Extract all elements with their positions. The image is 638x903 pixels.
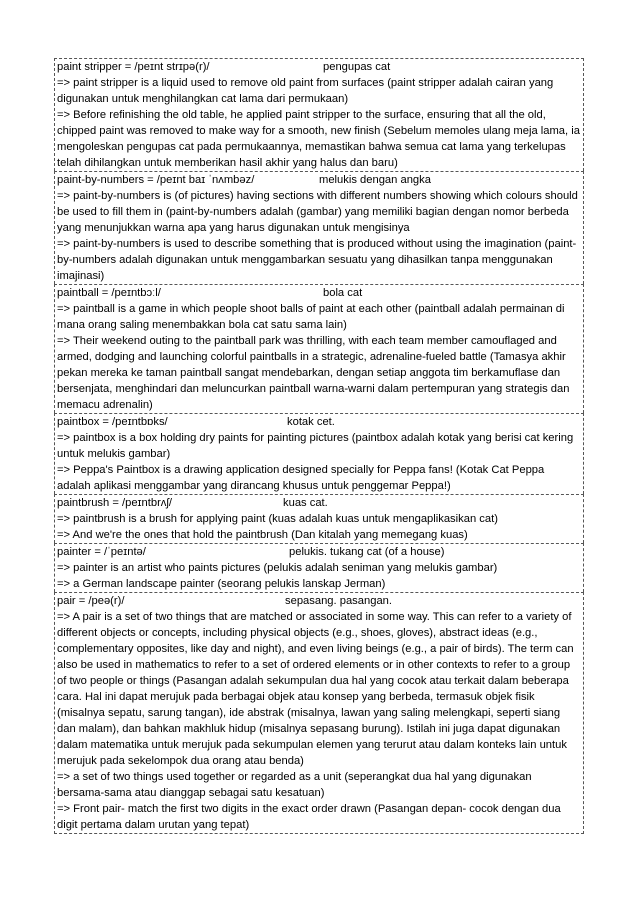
definition-line: => A pair is a set of two things that are matched or associated in some way. This can refer to a variety of different objects or concepts, including physical objects (e.g., shoes, gloves), abstract ideas (e.g., complementary opposites, like day and night), and even living beings (e.g., a pair of birds). The term can also be used in mathematics to refer to a set of ordered elements or in other contexts to refer to a group of two people or things (Pasangan adalah sekumpulan dua hal yang cocok atau terkait dalam beberapa cara. Hal ini dapat merujuk pada berbagai objek atau konsep yang berbeda, termasuk objek fisik (misalnya sepatu, sarung tangan), ide abstrak (misalnya, lawan yang saling melengkapi, seperti siang dan malam), dan bahkan makhluk hidup (misalnya sepasang burung). Istilah ini juga dapat digunakan dalam matematika untuk merujuk pada sekumpulan elemen yang terurut atau dalam konteks lain untuk merujuk pada sekelompok dua orang atau benda) — [57, 611, 574, 767]
entry-term: paintball = /peɪntbɔːl/ — [57, 287, 161, 299]
entry-header — [57, 285, 580, 301]
definition-line: => paint-by-numbers is used to describe something that is produced without using the imagination (paint-by-numbers adalah digunakan untuk menggambarkan sesuatu yang dihasilkan tanpa menggunakan imajinasi) — [57, 238, 577, 282]
entry-translation: pengupas cat — [323, 61, 391, 73]
entry-term: paintbrush = /peɪntbrʌʃ/ — [57, 497, 172, 509]
entry-paint-by-numbers — [54, 171, 584, 284]
entry-painter — [54, 543, 584, 592]
entry-term: paint stripper = /peɪnt strɪpə(r)/ — [57, 61, 210, 73]
entry-paint-stripper — [54, 58, 584, 171]
entry-translation: kuas cat. — [283, 497, 328, 509]
example-line: => And we're the ones that hold the paintbrush (Dan kitalah yang memegang kuas) — [57, 529, 468, 541]
definition-line: => paintball is a game in which people shoot balls of paint at each other (paintball adalah permainan di mana orang saling menembakkan bola cat satu sama lain) — [57, 303, 565, 331]
entry-header — [57, 172, 580, 188]
entry-header — [57, 414, 580, 430]
example-line: => Before refinishing the old table, he applied paint stripper to the surface, ensuring that all the old, chipped paint was removed to make way for a smooth, new finish (Sebelum memoles ulang meja lama, ia mengoleskan pengupas cat pada permukaannya, memastikan bahwa semua cat lama yang terkelupas telah dihilangkan untuk memberikan hasil akhir yang halus dan baru) — [57, 109, 580, 169]
definition-line: => paintbox is a box holding dry paints for painting pictures (paintbox adalah kotak yang berisi cat kering untuk melukis gambar) — [57, 432, 574, 460]
entry-header — [57, 544, 580, 560]
entry-header — [57, 593, 580, 609]
definition-line: => painter is an artist who paints pictures (pelukis adalah seniman yang melukis gambar) — [57, 562, 498, 574]
example-line: => a German landscape painter (seorang pelukis lanskap Jerman) — [57, 578, 386, 590]
example-line: => Their weekend outing to the paintball park was thrilling, with each team member camouflaged and armed, dodging and launching colorful paintballs in a strategic, adrenaline-fueled battle (Tamasya akhir pekan mereka ke taman paintball sangat mendebarkan, dengan setiap anggota tim berkamuflase dan bersenjata, menghindari dan meluncurkan paintball warna-warni dalam pertempuran yang strategis dan memacu adrenalin) — [57, 335, 570, 411]
definition-line: => paintbrush is a brush for applying paint (kuas adalah kuas untuk mengaplikasikan cat) — [57, 513, 498, 525]
entry-translation: sepasang. pasangan. — [285, 595, 392, 607]
example-line: => Peppa's Paintbox is a drawing application designed specially for Peppa fans! (Kotak Cat Peppa adalah aplikasi menggambar yang dirancang khusus untuk penggemar Peppa!) — [57, 464, 545, 492]
entry-translation: melukis dengan angka — [319, 174, 431, 186]
entry-translation: bola cat — [323, 287, 363, 299]
example-line: => Front pair- match the first two digits in the exact order drawn (Pasangan depan- cocok dengan dua digit pertama dalam urutan yang tepat) — [57, 803, 561, 831]
entry-paintbrush — [54, 494, 584, 543]
entry-translation: kotak cet. — [287, 416, 335, 428]
entry-term: paintbox = /peɪntbɒks/ — [57, 416, 168, 428]
entry-term: painter = /ˈpeɪntə/ — [57, 546, 146, 558]
entry-header — [57, 59, 580, 75]
entry-translation: pelukis. tukang cat (of a house) — [289, 546, 445, 558]
entry-term: pair = /peə(r)/ — [57, 595, 125, 607]
definition-line: => a set of two things used together or regarded as a unit (seperangkat dua hal yang digunakan bersama-sama atau dianggap sebagai satu kesatuan) — [57, 771, 532, 799]
entry-term: paint-by-numbers = /peɪnt baɪ ˈnʌmbəz/ — [57, 174, 255, 186]
entry-pair — [54, 592, 584, 834]
document-page — [54, 58, 584, 834]
entry-paintbox — [54, 413, 584, 494]
definition-line: => paint stripper is a liquid used to remove old paint from surfaces (paint stripper adalah cairan yang digunakan untuk menghilangkan cat lama dari permukaan) — [57, 77, 554, 105]
definition-line: => paint-by-numbers is (of pictures) having sections with different numbers showing which colours should be used to fill them in (paint-by-numbers adalah (gambar) yang memiliki bagian dengan nomor berbeda yang menunjukkan warna apa yang harus digunakan untuk mengisinya — [57, 190, 578, 234]
entry-header — [57, 495, 580, 511]
entry-paintball — [54, 284, 584, 413]
